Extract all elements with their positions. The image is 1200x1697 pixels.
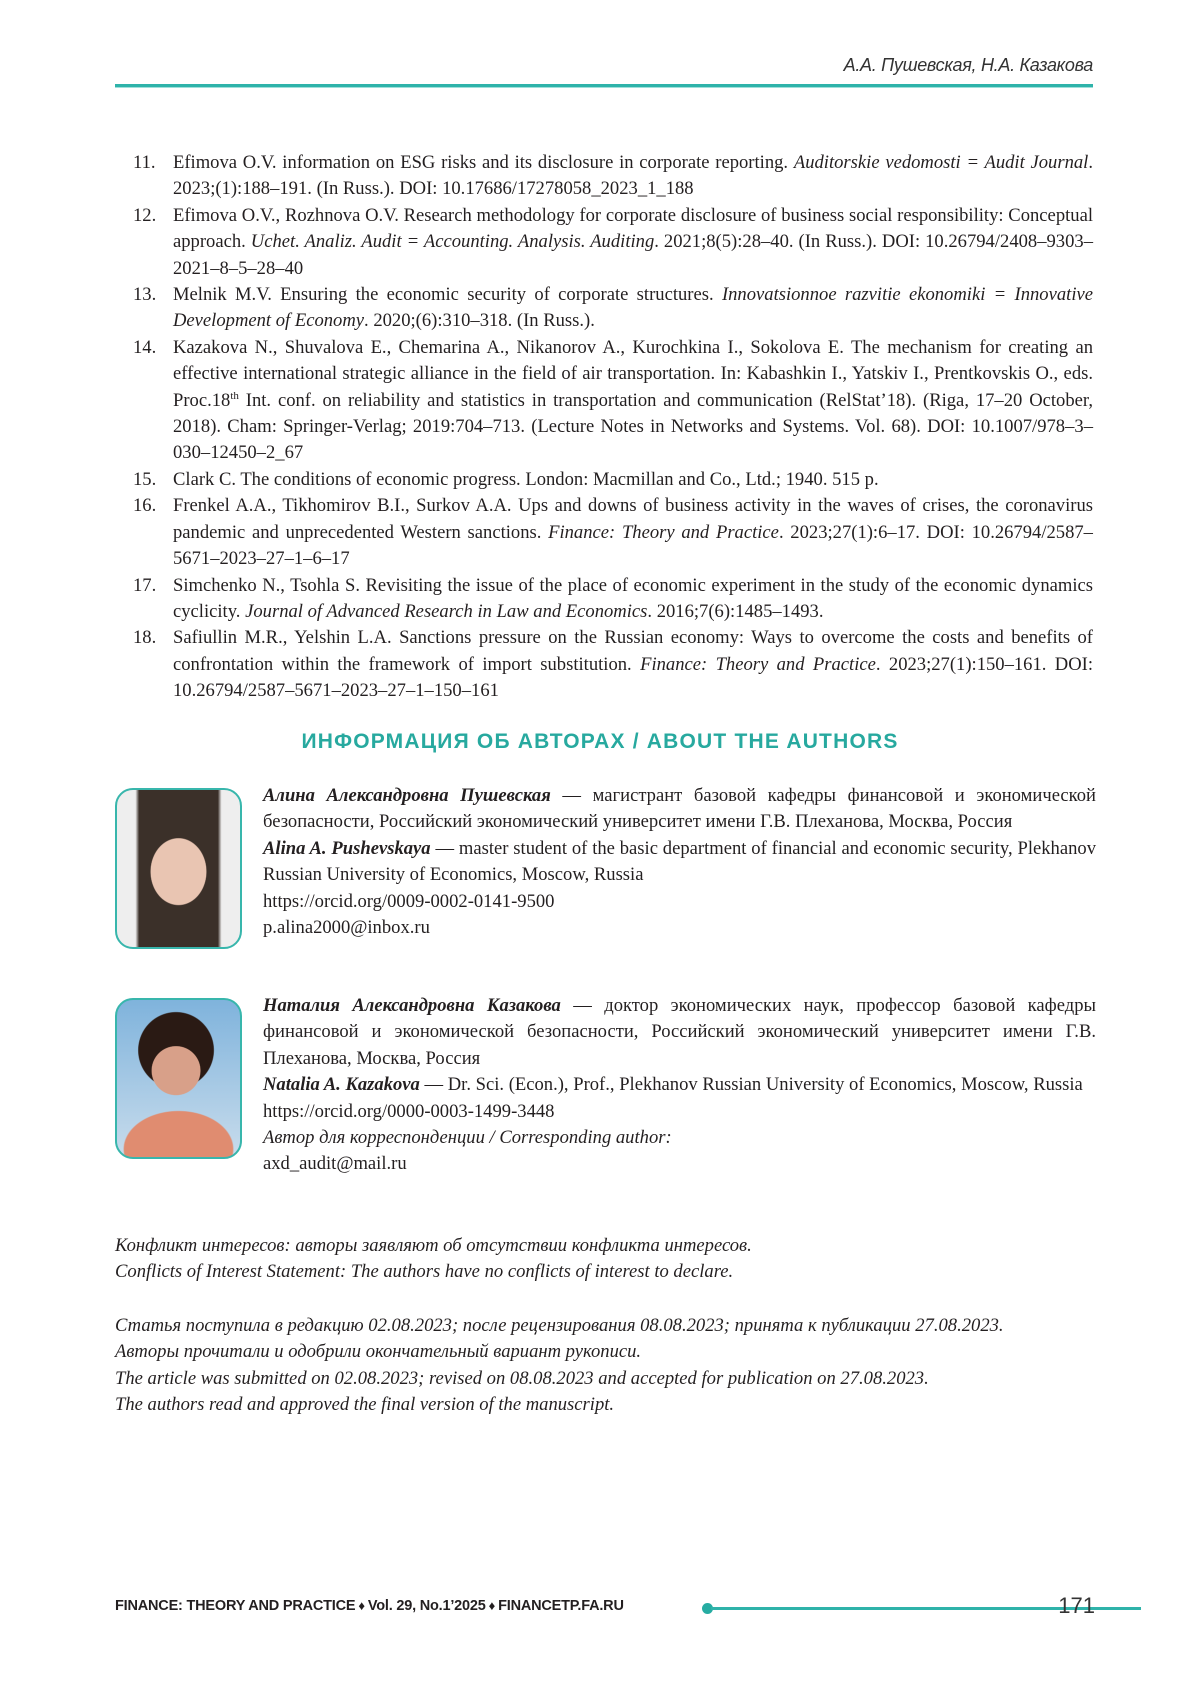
reference-text xyxy=(173,203,1093,282)
running-head-authors: А.А. Пушевская, Н.А. Казакова xyxy=(844,55,1093,76)
page-footer xyxy=(115,1595,1095,1619)
author-bio-kazakova xyxy=(263,993,1096,1178)
reference-text xyxy=(173,493,1093,572)
footer-issue: Vol. 29, No.1’2025 xyxy=(368,1598,486,1614)
author-desc-ru: — магистрант базовой кафедры финансовой и экономической безопасности, Российский экономический университет имени Г.В. Плеханова, Москва, Россия xyxy=(263,785,1096,832)
reference-text xyxy=(173,335,1093,467)
reference-number: 17. xyxy=(133,573,173,626)
reference-item xyxy=(133,493,1093,572)
reference-segment: . 2023;27(1):6–17. DOI: 10.26794/2587–5671–2023–27–1–6–17 xyxy=(173,522,1093,569)
header-divider xyxy=(115,84,1093,88)
dates-en: The article was submitted on 02.08.2023; revised on 08.08.2023 and accepted for publication on 27.08.2023. xyxy=(115,1366,1095,1392)
article-history-note xyxy=(115,1313,1095,1419)
reference-journal: Finance: Theory and Practice xyxy=(548,522,779,543)
reference-segment: . 2016;7(6):1485–1493. xyxy=(647,601,823,622)
reference-item xyxy=(133,335,1093,467)
reference-text xyxy=(173,150,1093,203)
conflict-ru: Конфликт интересов: авторы заявляют об отсутствии конфликта интересов. xyxy=(115,1233,1095,1259)
author-desc-ru: — доктор экономических наук, профессор базовой кафедры финансовой и экономической безопасности, Российский экономический университет имени Г.В. Плеханова, Москва, Россия xyxy=(263,995,1096,1069)
reference-item xyxy=(133,467,1093,493)
reference-segment: Safiullin M.R., Yelshin L.A. Sanctions pressure on the Russian economy: Ways to overcome the costs and benefits of confrontation within the framework of import substitution. xyxy=(173,627,1093,674)
conflict-en: Conflicts of Interest Statement: The authors have no conflicts of interest to declare. xyxy=(115,1259,1095,1285)
author-photo-kazakova xyxy=(115,998,242,1159)
reference-text xyxy=(173,282,1093,335)
corresponding-author-label: Автор для корреспонденции / Corresponding author: xyxy=(263,1125,1096,1151)
reference-segment: Efimova O.V. information on ESG risks and its disclosure in corporate reporting. xyxy=(173,152,794,173)
reference-segment: . 2021;8(5):28–40. (In Russ.). DOI: 10.26794/2408–9303–2021–8–5–28–40 xyxy=(173,231,1093,278)
author-name-ru: Наталия Александровна Казакова xyxy=(263,995,561,1016)
reference-journal: Uchet. Analiz. Audit = Accounting. Analysis. Auditing xyxy=(251,231,654,252)
author-name-en: Alina A. Pushevskaya xyxy=(263,838,431,859)
dates-ru: Статья поступила в редакцию 02.08.2023; после рецензирования 08.08.2023; принята к публикации 27.08.2023. xyxy=(115,1313,1095,1339)
footer-journal-info xyxy=(115,1598,624,1614)
reference-segment: Frenkel A.A., Tikhomirov B.I., Surkov A.A. Ups and downs of business activity in the waves of crises, the coronavirus pandemic and unprecedented Western sanctions. xyxy=(173,495,1093,542)
author-photo-pushevskaya xyxy=(115,788,242,949)
reference-journal: Auditorskie vedomosti = Audit Journal xyxy=(794,152,1089,173)
reference-number: 12. xyxy=(133,203,173,282)
author-desc-en: — Dr. Sci. (Econ.), Prof., Plekhanov Russian University of Economics, Moscow, Russia xyxy=(420,1074,1083,1095)
approved-en: The authors read and approved the final version of the manuscript. xyxy=(115,1392,1095,1418)
author-desc-en: — master student of the basic department of financial and economic security, Plekhanov Russian University of Economics, Moscow, Russia xyxy=(263,838,1096,885)
reference-number: 15. xyxy=(133,467,173,493)
author-orcid-link[interactable]: https://orcid.org/0009-0002-0141-9500 xyxy=(263,889,1096,915)
author-bio-pushevskaya xyxy=(263,783,1096,941)
reference-segment: Melnik M.V. Ensuring the economic security of corporate structures. xyxy=(173,284,722,305)
reference-segment: Simchenko N., Tsohla S. Revisiting the issue of the place of economic experiment in the study of the economic dynamics cyclicity. xyxy=(173,575,1093,622)
reference-number: 11. xyxy=(133,150,173,203)
author-email-link[interactable]: axd_audit@mail.ru xyxy=(263,1151,1096,1177)
reference-item xyxy=(133,150,1093,203)
author-name-en: Natalia A. Kazakova xyxy=(263,1074,420,1095)
reference-journal: Journal of Advanced Research in Law and Economics xyxy=(245,601,647,622)
page-number: 171 xyxy=(1058,1593,1095,1619)
reference-segment: Int. conf. on reliability and statistics in transportation and communication (RelStat’18). (Riga, 17–20 October, 2018). Cham: Springer-Verlag; 2019:704–713. (Lecture Notes in Networks and Systems. Vol. 68). DOI: 10.1007/978–3–030–12450–2_67 xyxy=(173,390,1093,464)
reference-text xyxy=(173,625,1093,704)
diamond-separator-icon: ♦ xyxy=(489,1598,495,1613)
reference-number: 16. xyxy=(133,493,173,572)
reference-item xyxy=(133,282,1093,335)
reference-item xyxy=(133,573,1093,626)
reference-segment: . 2023;27(1):150–161. DOI: 10.26794/2587–5671–2023–27–1–150–161 xyxy=(173,654,1093,701)
reference-number: 14. xyxy=(133,335,173,467)
author-orcid-link[interactable]: https://orcid.org/0000-0003-1499-3448 xyxy=(263,1099,1096,1125)
author-email-link[interactable]: p.alina2000@inbox.ru xyxy=(263,915,1096,941)
reference-journal: Innovatsionnoe razvitie ekonomiki = Innovative Development of Economy xyxy=(173,284,1093,331)
reference-segment: Efimova O.V., Rozhnova O.V. Research methodology for corporate disclosure of business social responsibility: Conceptual approach. xyxy=(173,205,1093,252)
reference-superscript: th xyxy=(230,389,239,401)
reference-segment: . 2020;(6):310–318. (In Russ.). xyxy=(364,310,595,331)
reference-text xyxy=(173,573,1093,626)
reference-segment: . 2023;(1):188–191. (In Russ.). DOI: 10.17686/17278058_2023_1_188 xyxy=(173,152,1093,199)
reference-number: 13. xyxy=(133,282,173,335)
reference-journal: Finance: Theory and Practice xyxy=(640,654,876,675)
reference-item xyxy=(133,625,1093,704)
reference-number: 18. xyxy=(133,625,173,704)
approved-ru: Авторы прочитали и одобрили окончательный вариант рукописи. xyxy=(115,1339,1095,1365)
diamond-separator-icon: ♦ xyxy=(358,1598,364,1613)
reference-text xyxy=(173,467,1093,493)
section-title-about-authors: ИНФОРМАЦИЯ ОБ АВТОРАХ / ABOUT THE AUTHORS xyxy=(0,730,1200,754)
reference-list xyxy=(133,150,1093,705)
footer-site-link[interactable]: FINANCETP.FA.RU xyxy=(498,1598,624,1614)
reference-segment: Clark C. The conditions of economic progress. London: Macmillan and Co., Ltd.; 1940. 515 p. xyxy=(173,469,879,490)
reference-item xyxy=(133,203,1093,282)
reference-segment: Kazakova N., Shuvalova E., Chemarina A., Nikanorov A., Kurochkina I., Sokolova E. The mechanism for creating an effective international strategic alliance in the field of air transportation. In: Kabashkin I., Yatskiv I., Prentkovskis O., eds. Proc.18 xyxy=(173,337,1093,411)
footer-journal-name: FINANCE: THEORY AND PRACTICE xyxy=(115,1598,355,1614)
conflict-of-interest-note xyxy=(115,1233,1095,1286)
author-name-ru: Алина Александровна Пушевская xyxy=(263,785,551,806)
